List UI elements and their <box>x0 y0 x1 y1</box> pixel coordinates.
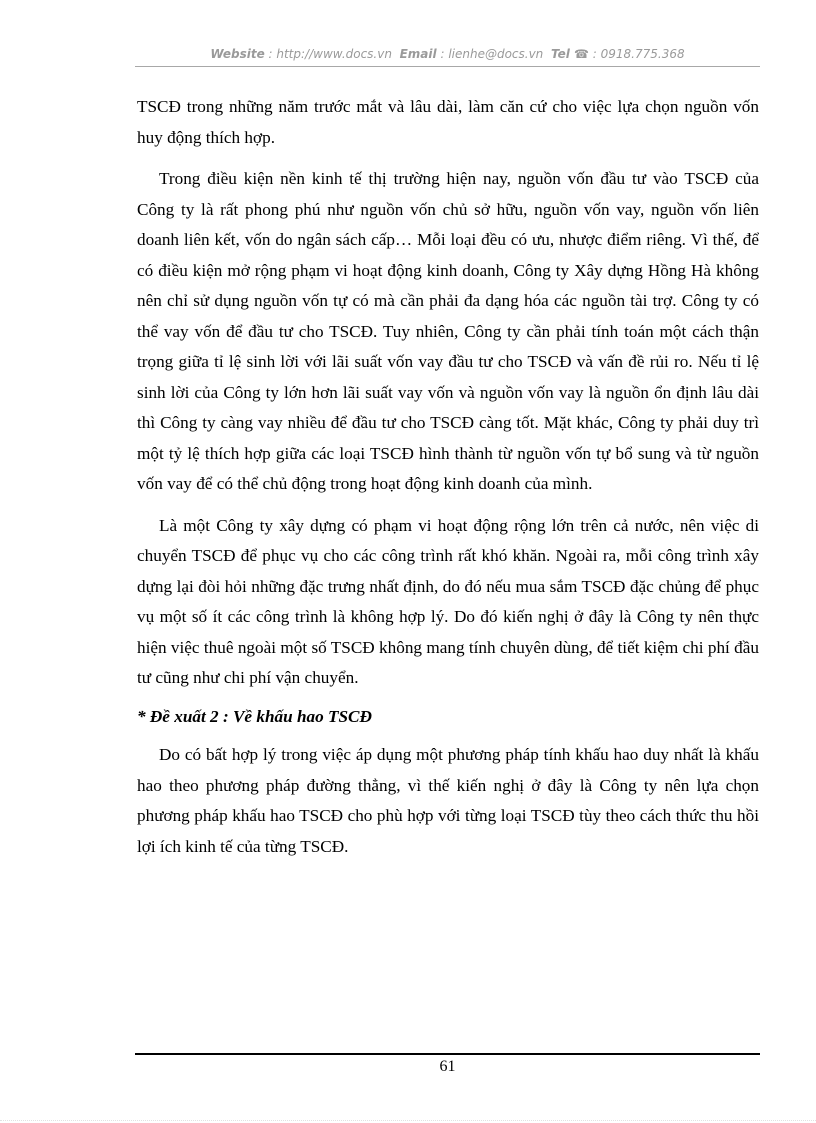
tel-separator: : <box>588 47 601 61</box>
email-value[interactable]: lienhe@docs.vn <box>448 47 544 61</box>
tel-label: Tel ☎ <box>550 47 589 61</box>
website-url[interactable]: http://www.docs.vn <box>276 47 392 61</box>
section-heading: * Đề xuất 2 : Về khấu hao TSCĐ <box>137 706 372 726</box>
page-bottom-border <box>0 1120 816 1121</box>
page-header <box>135 47 760 61</box>
footer-divider <box>135 1053 760 1055</box>
header-divider <box>135 66 760 67</box>
website-label: Website <box>210 47 265 61</box>
paragraph-continuation: TSCĐ trong những năm trước mắt và lâu dài, làm căn cứ cho việc lựa chọn nguồn vốn huy động thích hợp. <box>137 97 759 147</box>
website-separator: : <box>264 47 277 61</box>
page-number: 61 <box>439 1058 456 1075</box>
paragraph-capital-sources: Trong điều kiện nền kinh tế thị trường hiện nay, nguồn vốn đầu tư vào TSCĐ của Công ty là rất phong phú như nguồn vốn chủ sở hữu, nguồn vốn vay, nguồn vốn liên doanh liên kết, vốn do ngân sách cấp… Mỗi loại đều có ưu, nhược điểm riêng. Vì thế, để có điều kiện mở rộng phạm vi hoạt động kinh doanh, Công ty Xây dựng Hồng Hà không nên chỉ sử dụng nguồn vốn tự có mà cần phải đa dạng hóa các nguồn tài trợ. Công ty có thể vay vốn để đầu tư cho TSCĐ. Tuy nhiên, Công ty cần phải tính toán một cách thận trọng giữa tỉ lệ sinh lời với lãi suất vốn vay đầu tư cho TSCĐ và vấn đề rủi ro. Nếu tỉ lệ sinh lời của Công ty lớn hơn lãi suất vay vốn và nguồn vốn vay là nguồn ổn định lâu dài thì Công ty càng vay nhiều để đầu tư cho TSCĐ càng tốt. Mặt khác, Công ty phải duy trì một tỷ lệ thích hợp giữa các loại TSCĐ hình thành từ nguồn vốn tự bổ sung và từ nguồn vốn vay để có thể chủ động trong hoạt động kinh doanh của mình. <box>137 169 759 493</box>
body-text <box>137 92 759 873</box>
email-label: Email <box>399 47 437 61</box>
paragraph-leasing: Là một Công ty xây dựng có phạm vi hoạt động rộng lớn trên cả nước, nên việc di chuyển TSCĐ để phục vụ cho các công trình rất khó khăn. Ngoài ra, mỗi công trình xây dựng lại đòi hỏi những đặc trưng nhất định, do đó nếu mua sắm TSCĐ đặc chủng để phục vụ một số ít các công trình là không hợp lý. Do đó kiến nghị ở đây là Công ty nên thực hiện việc thuê ngoài một số TSCĐ không mang tính chuyên dùng, để tiết kiệm chi phí đầu tư cũng như chi phí vận chuyển. <box>137 515 759 687</box>
paragraph-depreciation: Do có bất hợp lý trong việc áp dụng một phương pháp tính khấu hao duy nhất là khấu hao theo phương pháp đường thẳng, vì thế kiến nghị ở đây là Công ty nên lựa chọn phương pháp khấu hao TSCĐ cho phù hợp với từng loại TSCĐ tùy theo cách thức thu hồi lợi ích kinh tế của từng TSCĐ. <box>137 745 759 856</box>
email-separator: : <box>436 47 449 61</box>
tel-value: 0918.775.368 <box>600 47 685 61</box>
